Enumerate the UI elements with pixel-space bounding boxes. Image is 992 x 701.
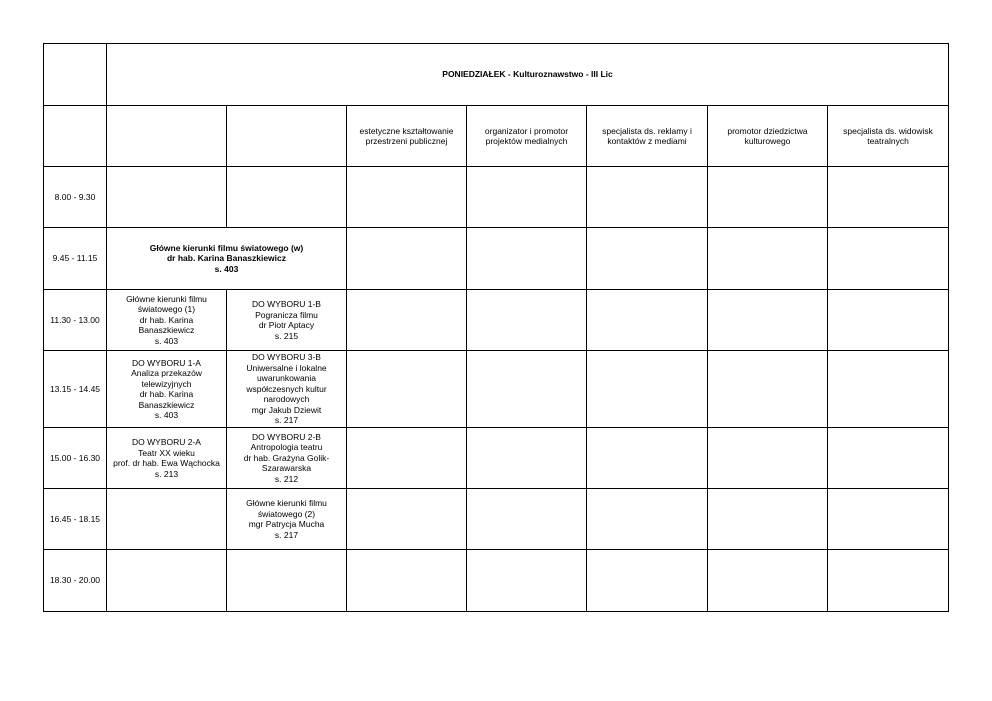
schedule-cell bbox=[467, 351, 587, 428]
schedule-cell bbox=[708, 167, 828, 228]
class-cell: DO WYBORU 1-B Pogranicza filmu dr Piotr Aptacy s. 215 bbox=[227, 290, 347, 351]
class-cell: Główne kierunki filmu światowego (1) dr hab. Karina Banaszkiewicz s. 403 bbox=[107, 290, 227, 351]
schedule-cell bbox=[467, 228, 587, 290]
schedule-cell bbox=[347, 290, 467, 351]
schedule-cell bbox=[708, 228, 828, 290]
time-slot-label: 8.00 - 9.30 bbox=[44, 167, 107, 228]
class-cell-lecture: Główne kierunki filmu światowego (w) dr hab. Karina Banaszkiewicz s. 403 bbox=[107, 228, 347, 290]
class-cell: Główne kierunki filmu światowego (2) mgr Patrycja Mucha s. 217 bbox=[227, 489, 347, 550]
schedule-cell bbox=[828, 351, 949, 428]
schedule-cell bbox=[227, 167, 347, 228]
schedule-cell bbox=[828, 489, 949, 550]
class-cell: DO WYBORU 3-B Uniwersalne i lokalne uwarunkowania współczesnych kultur narodowych mgr Jakub Dziewit s. 217 bbox=[227, 351, 347, 428]
schedule-cell bbox=[587, 428, 708, 489]
schedule-cell bbox=[347, 351, 467, 428]
time-slot-label: 13.15 - 14.45 bbox=[44, 351, 107, 428]
page-title: PONIEDZIAŁEK - Kulturoznawstwo - III Lic bbox=[107, 44, 949, 106]
schedule-cell bbox=[828, 550, 949, 612]
time-slot-label: 15.00 - 16.30 bbox=[44, 428, 107, 489]
schedule-cell bbox=[347, 228, 467, 290]
schedule-cell bbox=[467, 550, 587, 612]
schedule-cell bbox=[708, 290, 828, 351]
header-row bbox=[44, 106, 949, 167]
class-cell: DO WYBORU 2-B Antropologia teatru dr hab. Grażyna Golik- Szarawarska s. 212 bbox=[227, 428, 347, 489]
schedule-cell bbox=[467, 428, 587, 489]
schedule-cell bbox=[347, 167, 467, 228]
schedule-cell bbox=[708, 428, 828, 489]
schedule-cell bbox=[347, 550, 467, 612]
time-slot-row bbox=[44, 167, 949, 228]
schedule-cell bbox=[708, 489, 828, 550]
spec-header-cell: specjalista ds. reklamy i kontaktów z mediami bbox=[587, 106, 708, 167]
header-empty-cell bbox=[227, 106, 347, 167]
spec-header-cell: organizator i promotor projektów medialnych bbox=[467, 106, 587, 167]
schedule-cell bbox=[828, 290, 949, 351]
schedule-table bbox=[43, 43, 949, 612]
schedule-cell bbox=[587, 351, 708, 428]
schedule-cell bbox=[708, 550, 828, 612]
title-row bbox=[44, 44, 949, 106]
schedule-cell bbox=[587, 550, 708, 612]
time-slot-row bbox=[44, 290, 949, 351]
schedule-cell bbox=[227, 550, 347, 612]
header-empty-cell bbox=[44, 106, 107, 167]
time-slot-label: 11.30 - 13.00 bbox=[44, 290, 107, 351]
schedule-cell bbox=[587, 228, 708, 290]
spec-header-cell: specjalista ds. widowisk teatralnych bbox=[828, 106, 949, 167]
schedule-cell bbox=[107, 489, 227, 550]
spec-header-cell: promotor dziedzictwa kulturowego bbox=[708, 106, 828, 167]
schedule-cell bbox=[347, 428, 467, 489]
schedule-cell bbox=[708, 351, 828, 428]
header-empty-cell bbox=[107, 106, 227, 167]
schedule-cell bbox=[107, 550, 227, 612]
time-slot-row bbox=[44, 428, 949, 489]
time-slot-label: 16.45 - 18.15 bbox=[44, 489, 107, 550]
schedule-cell bbox=[828, 167, 949, 228]
class-cell: DO WYBORU 1-A Analiza przekazów telewizyjnych dr hab. Karina Banaszkiewicz s. 403 bbox=[107, 351, 227, 428]
schedule-cell bbox=[587, 489, 708, 550]
time-slot-label: 18.30 - 20.00 bbox=[44, 550, 107, 612]
schedule-cell bbox=[587, 290, 708, 351]
schedule-cell bbox=[347, 489, 467, 550]
time-slot-row bbox=[44, 489, 949, 550]
schedule-cell bbox=[828, 228, 949, 290]
time-slot-label: 9.45 - 11.15 bbox=[44, 228, 107, 290]
schedule-cell bbox=[467, 167, 587, 228]
corner-cell bbox=[44, 44, 107, 106]
time-slot-row bbox=[44, 228, 949, 290]
schedule-cell bbox=[467, 290, 587, 351]
schedule-cell bbox=[467, 489, 587, 550]
time-slot-row bbox=[44, 351, 949, 428]
schedule-cell bbox=[587, 167, 708, 228]
class-cell: DO WYBORU 2-A Teatr XX wieku prof. dr hab. Ewa Wąchocka s. 213 bbox=[107, 428, 227, 489]
schedule-cell bbox=[828, 428, 949, 489]
schedule-cell bbox=[107, 167, 227, 228]
spec-header-cell: estetyczne kształtowanie przestrzeni publicznej bbox=[347, 106, 467, 167]
time-slot-row bbox=[44, 550, 949, 612]
